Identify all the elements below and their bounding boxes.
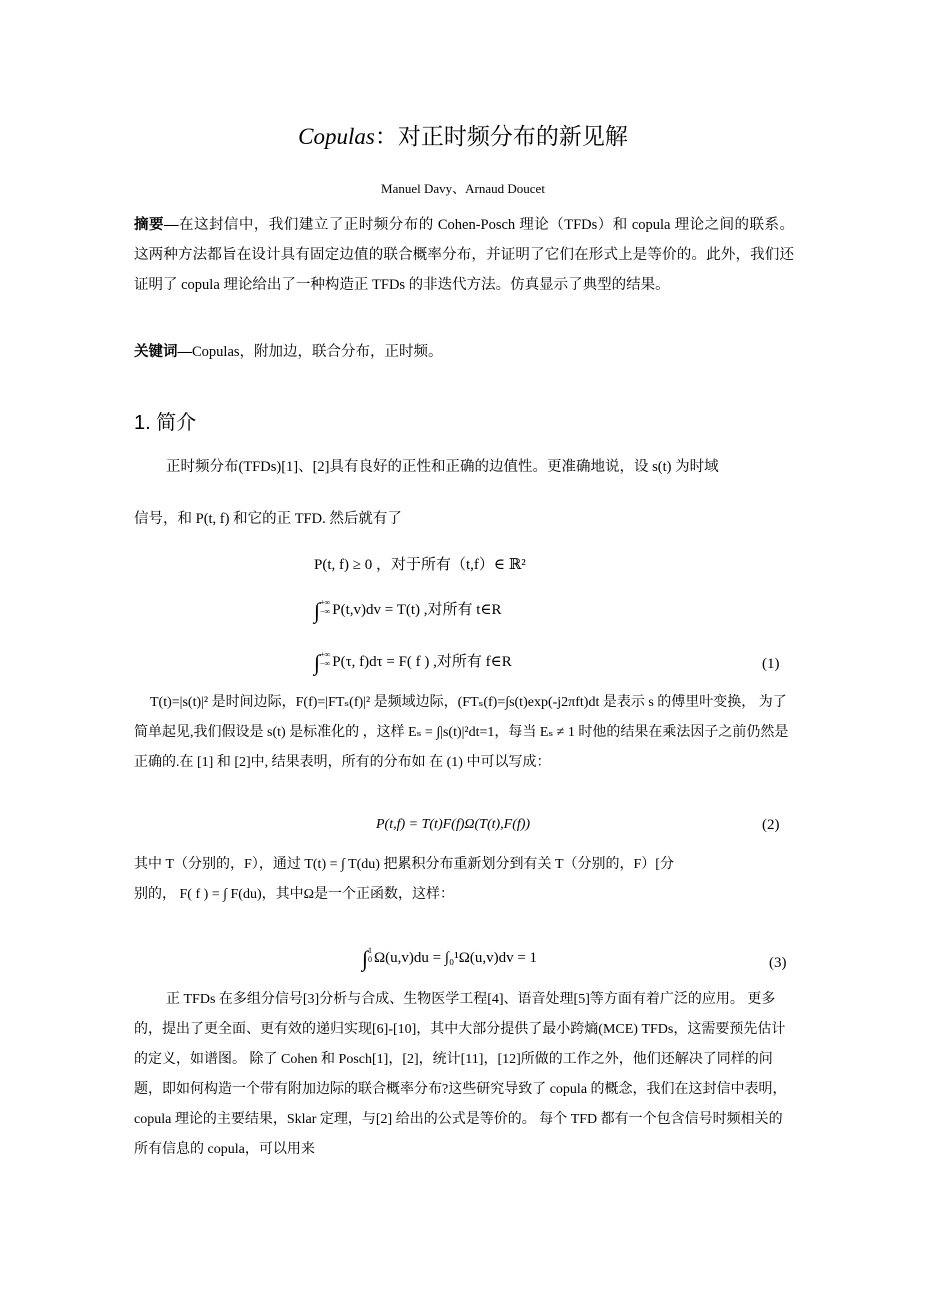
keywords [134,337,794,367]
integral-sign: ∫ [314,650,321,675]
equation-1b-body: P(t,v)dv = T(t) ,对所有 t∈R [332,602,502,618]
limit-lower: −∞ [320,659,331,668]
intro-line-2: 信号，和 P(t, f) 和它的正 TFD. 然后就有了 [134,511,402,527]
limit-upper: +∞ [320,598,331,607]
limit-upper: 1 [368,946,373,955]
where-line-2: 别的， F( f ) = ∫ F(du)，其中Ω是一个正函数，这样： [134,887,455,902]
integral-limits [320,598,330,616]
equation-1a: P(t, f) ≥ 0 ，对于所有（t,f）∈ ℝ² [314,557,526,573]
equation-3 [362,946,537,972]
limit-lower: −∞ [320,607,331,616]
integral-limits [368,946,372,964]
keywords-text: Copulas，附加边，联合分布，正时频。 [192,344,443,360]
intro-paragraph [134,452,794,534]
integral-sign: ∫ [314,598,321,623]
limit-lower: 0 [368,955,373,964]
equation-number-2: (2) [762,817,780,833]
paper-title [0,118,926,151]
integral-sign: ∫ [362,946,369,971]
integral-limits [320,650,330,668]
abstract-label: 摘要— [134,217,179,233]
where-line-1: 其中 T（分别的，F），通过 T(t) = ∫ T(du) 把累积分布重新划分到有关 T（分别的，F）[分 [134,857,674,872]
where-paragraph [134,850,794,910]
abstract [134,210,794,300]
limit-upper: +∞ [320,650,331,659]
keywords-label: 关键词— [134,344,192,360]
marginals-paragraph: T(t)=|s(t)|² 是时间边际，F(f)=|FTₛ(f)|² 是频域边际，(FTₛ(f)=∫s(t)exp(-j2πft)dt 是表示 s 的傅里叶变换， 为了简单起见,我们假设是 s(t) 是标准化的 ，这样 Eₛ = ∫|s(t)|²dt=1，每当 Eₛ ≠ 1 时他的结果在乘法因子之前仍然是正确的.在 [1] 和 [2]中, 结果表明，所有的分布如 在 (1) 中可以写成： [134,695,789,770]
equation-1c-body: P(τ, f)dτ = F( f ) ,对所有 f∈R [332,654,512,670]
equation-number-3: (3) [769,955,787,971]
abstract-text: 在这封信中，我们建立了正时频分布的 Cohen-Posch 理论（TFDs）和 copula 理论之间的联系。 这两种方法都旨在设计具有固定边值的联合概率分布，并证明了它们在形式上是等价的。此外，我们还证明了 copula 理论给出了一种构造正 TFDs 的非迭代方法。仿真显示了典型的结果。 [134,217,795,293]
intro-line-1: 正时频分布(TFDs)[1]、[2]具有良好的正性和正确的边值性。更准确地说，设 s(t) 为时域 [166,459,719,475]
equation-1c [314,650,512,676]
equation-1b [314,598,502,624]
applications-paragraph: 正 TFDs 在多组分信号[3]分析与合成、生物医学工程[4]、语音处理[5]等方面有着广泛的应用。 更多的，提出了更全面、更有效的递归实现[6]-[10]，其中大部分提供了最小跨熵(MCE) TFDs，这需要预先估计的定义，如谱图。 除了 Cohen 和 Posch[1]，[2]，统计[11]，[12]所做的工作之外，他们还解决了同样的问题，即如何构造一个带有附加边际的联合概率分布?这些研究导致了 copula 的概念，我们在这封信中表明，copula 理论的主要结果，Sklar 定理，与[2] 给出的公式是等价的。 每个 TFD 都有一个包含信号时频相关的所有信息的 copula，可以用来 [134,992,787,1157]
equation-2: P(t,f) = T(t)F(f)Ω(T(t),F(f)) [376,817,531,832]
title-rest: ：对正时频分布的新见解 [374,124,628,149]
section-heading-intro: 1. 简介 [134,412,197,434]
authors: Manuel Davy、Arnaud Doucet [381,181,545,196]
equation-3-body: Ω(u,v)du = ∫₀¹Ω(u,v)dv = 1 [374,950,538,966]
title-italic-part: Copulas [298,124,375,149]
equation-number-1: (1) [762,656,780,672]
